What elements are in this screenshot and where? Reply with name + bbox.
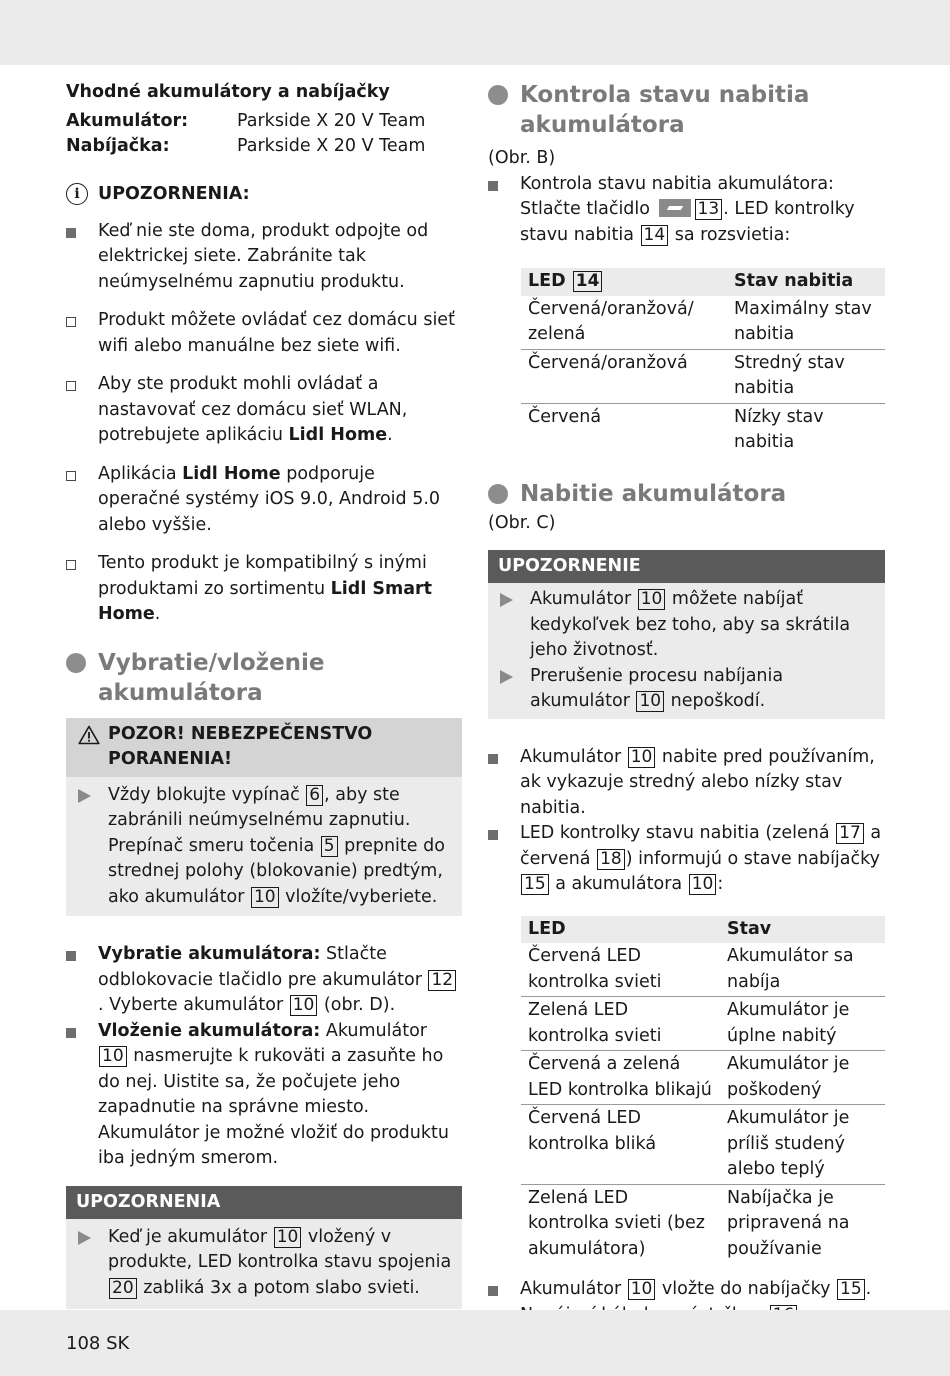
bullet-square-open-icon: [66, 317, 76, 327]
bullet-square-open-icon: [66, 471, 76, 481]
page-number: 108 SK: [66, 1333, 130, 1354]
spec-key: Nabíjačka:: [66, 135, 170, 156]
bullet-square-filled-icon: [488, 754, 498, 764]
hint-item: [66, 372, 462, 449]
table-header-row: [521, 268, 885, 296]
remove-step: [66, 942, 462, 1019]
arrow-triangle-icon: [78, 789, 91, 803]
bullet-square-filled-icon: [488, 830, 498, 840]
danger-box: [66, 718, 462, 917]
notice-box: [488, 550, 885, 719]
notes-box: [66, 1186, 462, 1310]
arrow-triangle-icon: [500, 593, 513, 607]
charge-step-text: Akumulátor 10 nabite pred používaním, ak vykazuje stredný alebo nízky stav nabitia.: [520, 746, 875, 818]
table-row: [521, 349, 885, 403]
hint-item: [66, 551, 462, 628]
arrow-triangle-icon: [500, 670, 513, 684]
note-item: [66, 1219, 462, 1302]
hint-text: Keď nie ste doma, produkt odpojte od elektrickej siete. Zabránite tak neúmyselnému zapnutiu produktu.: [98, 220, 429, 292]
charge-figure-ref: (Obr. C): [488, 512, 556, 533]
section-dot-icon: [488, 484, 508, 504]
table-row: [521, 1105, 885, 1185]
table-row: [521, 943, 885, 997]
table-cell-state: Akumulátor sa nabíja: [727, 946, 854, 992]
info-icon: i: [66, 183, 88, 205]
charge-step-text: Akumulátor 10 vložte do nabíjačky 15 .: [520, 1279, 872, 1299]
hints-title: UPOZORNENIA:: [98, 183, 250, 204]
table-cell-led: Červená a zelená LED kontrolka blikajú: [521, 1051, 720, 1105]
led-status-table: [521, 916, 885, 1264]
danger-item: [66, 777, 462, 911]
table-header-row: [521, 916, 885, 944]
hint-text: Produkt môžete ovládať cez domácu sieť wifi alebo manuálne bez siete wifi.: [98, 310, 455, 356]
notice-title: UPOZORNENIE: [488, 550, 885, 583]
charge-step-text: LED kontrolky stavu nabitia (zelená 17 a červená 18 ) informujú o stave nabíjačky 15 a akumulátora 10 :: [520, 823, 882, 894]
table-cell-state: Akumulátor je úplne nabitý: [720, 997, 885, 1051]
table-cell-led: Červená LED kontrolka bliká: [521, 1105, 720, 1185]
notes-title: UPOZORNENIA: [66, 1186, 462, 1219]
right-column: [488, 80, 885, 1354]
table-cell-led: Červená/oranžová/ zelená: [528, 298, 694, 344]
hint-item: [66, 219, 462, 296]
table-row: [521, 296, 885, 350]
table-header-led: LED: [521, 916, 720, 944]
charge-step: [488, 1277, 885, 1303]
section-heading-remove-insert: Vybratie/vloženie akumulátora: [66, 648, 462, 708]
table-cell-led: Zelená LED kontrolka svieti (bez akumulátora): [521, 1184, 720, 1263]
check-text: Kontrola stavu nabitia akumulátora: Stlačte tlačidlo 13 . LED kontrolky stavu nabitia 14 sa rozsvietia:: [520, 173, 855, 245]
bullet-square-open-icon: [66, 381, 76, 391]
table-cell-led: Červená: [521, 403, 727, 457]
table-cell-led: Zelená LED kontrolka svieti: [521, 997, 720, 1051]
notice-text: Akumulátor 10 môžete nabíjať kedykoľvek bez toho, aby sa skrátila jeho životnosť.: [530, 589, 851, 660]
hints-heading: [66, 183, 462, 205]
spec-value: Parkside X 20 V Team: [237, 135, 426, 156]
section-heading-charge: Nabitie akumulátora: [488, 479, 885, 509]
table-cell-led: Červená/oranžová: [521, 349, 727, 403]
note-text: Keď je akumulátor 10 vložený v produkte, LED kontrolka stavu spojenia 20 zabliká 3x a potom slabo svieti.: [108, 1226, 452, 1298]
table-cell-state: Maximálny stav nabitia: [734, 298, 872, 344]
charge-step: [488, 745, 885, 822]
charge-level-table: [521, 268, 885, 457]
remove-text: Vybratie akumulátora: Stlačte odblokovacie tlačidlo pre akumulátor 12. Vyberte akumulátor 10 (obr. D).: [98, 942, 462, 1019]
table-cell-state: Stredný stav nabitia: [727, 349, 885, 403]
table-cell-state: Akumulátor je príliš studený alebo teplý: [720, 1105, 885, 1185]
table-cell-led: Červená LED kontrolka svieti: [528, 946, 662, 992]
section-dot-icon: [66, 653, 86, 673]
notice-text: Prerušenie procesu nabíjania akumulátor 10 nepoškodí.: [530, 665, 784, 711]
table-row: [521, 1051, 885, 1105]
hint-item: [66, 462, 462, 539]
bullet-square-filled-icon: [488, 1286, 498, 1296]
top-band: [0, 0, 950, 65]
notice-item: [488, 583, 885, 664]
spec-list: [66, 109, 462, 159]
table-cell-state: Nabíjačka je pripravená na používanie: [720, 1184, 885, 1263]
charge-button-icon: [659, 199, 691, 217]
warning-triangle-icon: [78, 722, 108, 773]
table-cell-state: Nízky stav nabitia: [727, 403, 885, 457]
spec-row: [66, 109, 462, 134]
bullet-square-filled-icon: [488, 181, 498, 191]
bullet-square-filled-icon: [66, 1028, 76, 1038]
spec-value: Parkside X 20 V Team: [237, 110, 426, 131]
left-column: [66, 80, 462, 1309]
notice-item: [488, 664, 885, 715]
bullet-square-open-icon: [66, 560, 76, 570]
spec-row: [66, 134, 462, 159]
table-header-led: LED 14: [521, 268, 727, 296]
table-row: [521, 403, 885, 457]
suitable-title: Vhodné akumulátory a nabíjačky: [66, 82, 390, 102]
bottom-band: [0, 1310, 950, 1376]
table-cell-state: Akumulátor je poškodený: [720, 1051, 885, 1105]
bullet-square-filled-icon: [66, 228, 76, 238]
insert-text: Vloženie akumulátora: Akumulátor 10 nasmerujte k rukoväti a zasuňte ho do nej. Uistite sa, že počujete jeho zapadnutie na správne miesto. Akumulátor je možné vložiť do produktu iba jedným smerom.: [98, 1020, 449, 1168]
section-dot-icon: [488, 85, 508, 105]
danger-title: POZOR! NEBEZPEČENSTVO PORANENIA!: [66, 718, 462, 777]
charge-step: [488, 821, 885, 898]
hint-text: Tento produkt je kompatibilný s inými produktami zo sortimentu Lidl Smart Home.: [98, 553, 433, 624]
hint-text: Aby ste produkt mohli ovládať a nastavovať cez domácu sieť WLAN, potrebujete aplikáciu Lidl Home.: [98, 374, 408, 445]
hint-item: [66, 308, 462, 359]
table-row: [521, 997, 885, 1051]
hint-text: Aplikácia Lidl Home podporuje operačné systémy iOS 9.0, Android 5.0 alebo vyššie.: [98, 463, 441, 535]
check-figure-ref: (Obr. B): [488, 148, 556, 168]
table-header-state: Stav nabitia: [727, 268, 885, 296]
section-heading-check: Kontrola stavu nabitia akumulátora: [488, 80, 885, 140]
spec-key: Akumulátor:: [66, 110, 189, 131]
danger-text: Vždy blokujte vypínač 6 , aby ste zabránili neúmyselnému zapnutiu. Prepínač smeru točenia 5 prepnite do strednej polohy (blokovanie) predtým, ako akumulátor 10 vložíte/vyberiete.: [108, 784, 445, 907]
bullet-square-filled-icon: [66, 951, 76, 961]
insert-step: [66, 1019, 462, 1172]
table-row: [521, 1184, 885, 1263]
check-step: [488, 172, 885, 249]
arrow-triangle-icon: [78, 1231, 91, 1245]
table-header-state: Stav: [720, 916, 885, 944]
